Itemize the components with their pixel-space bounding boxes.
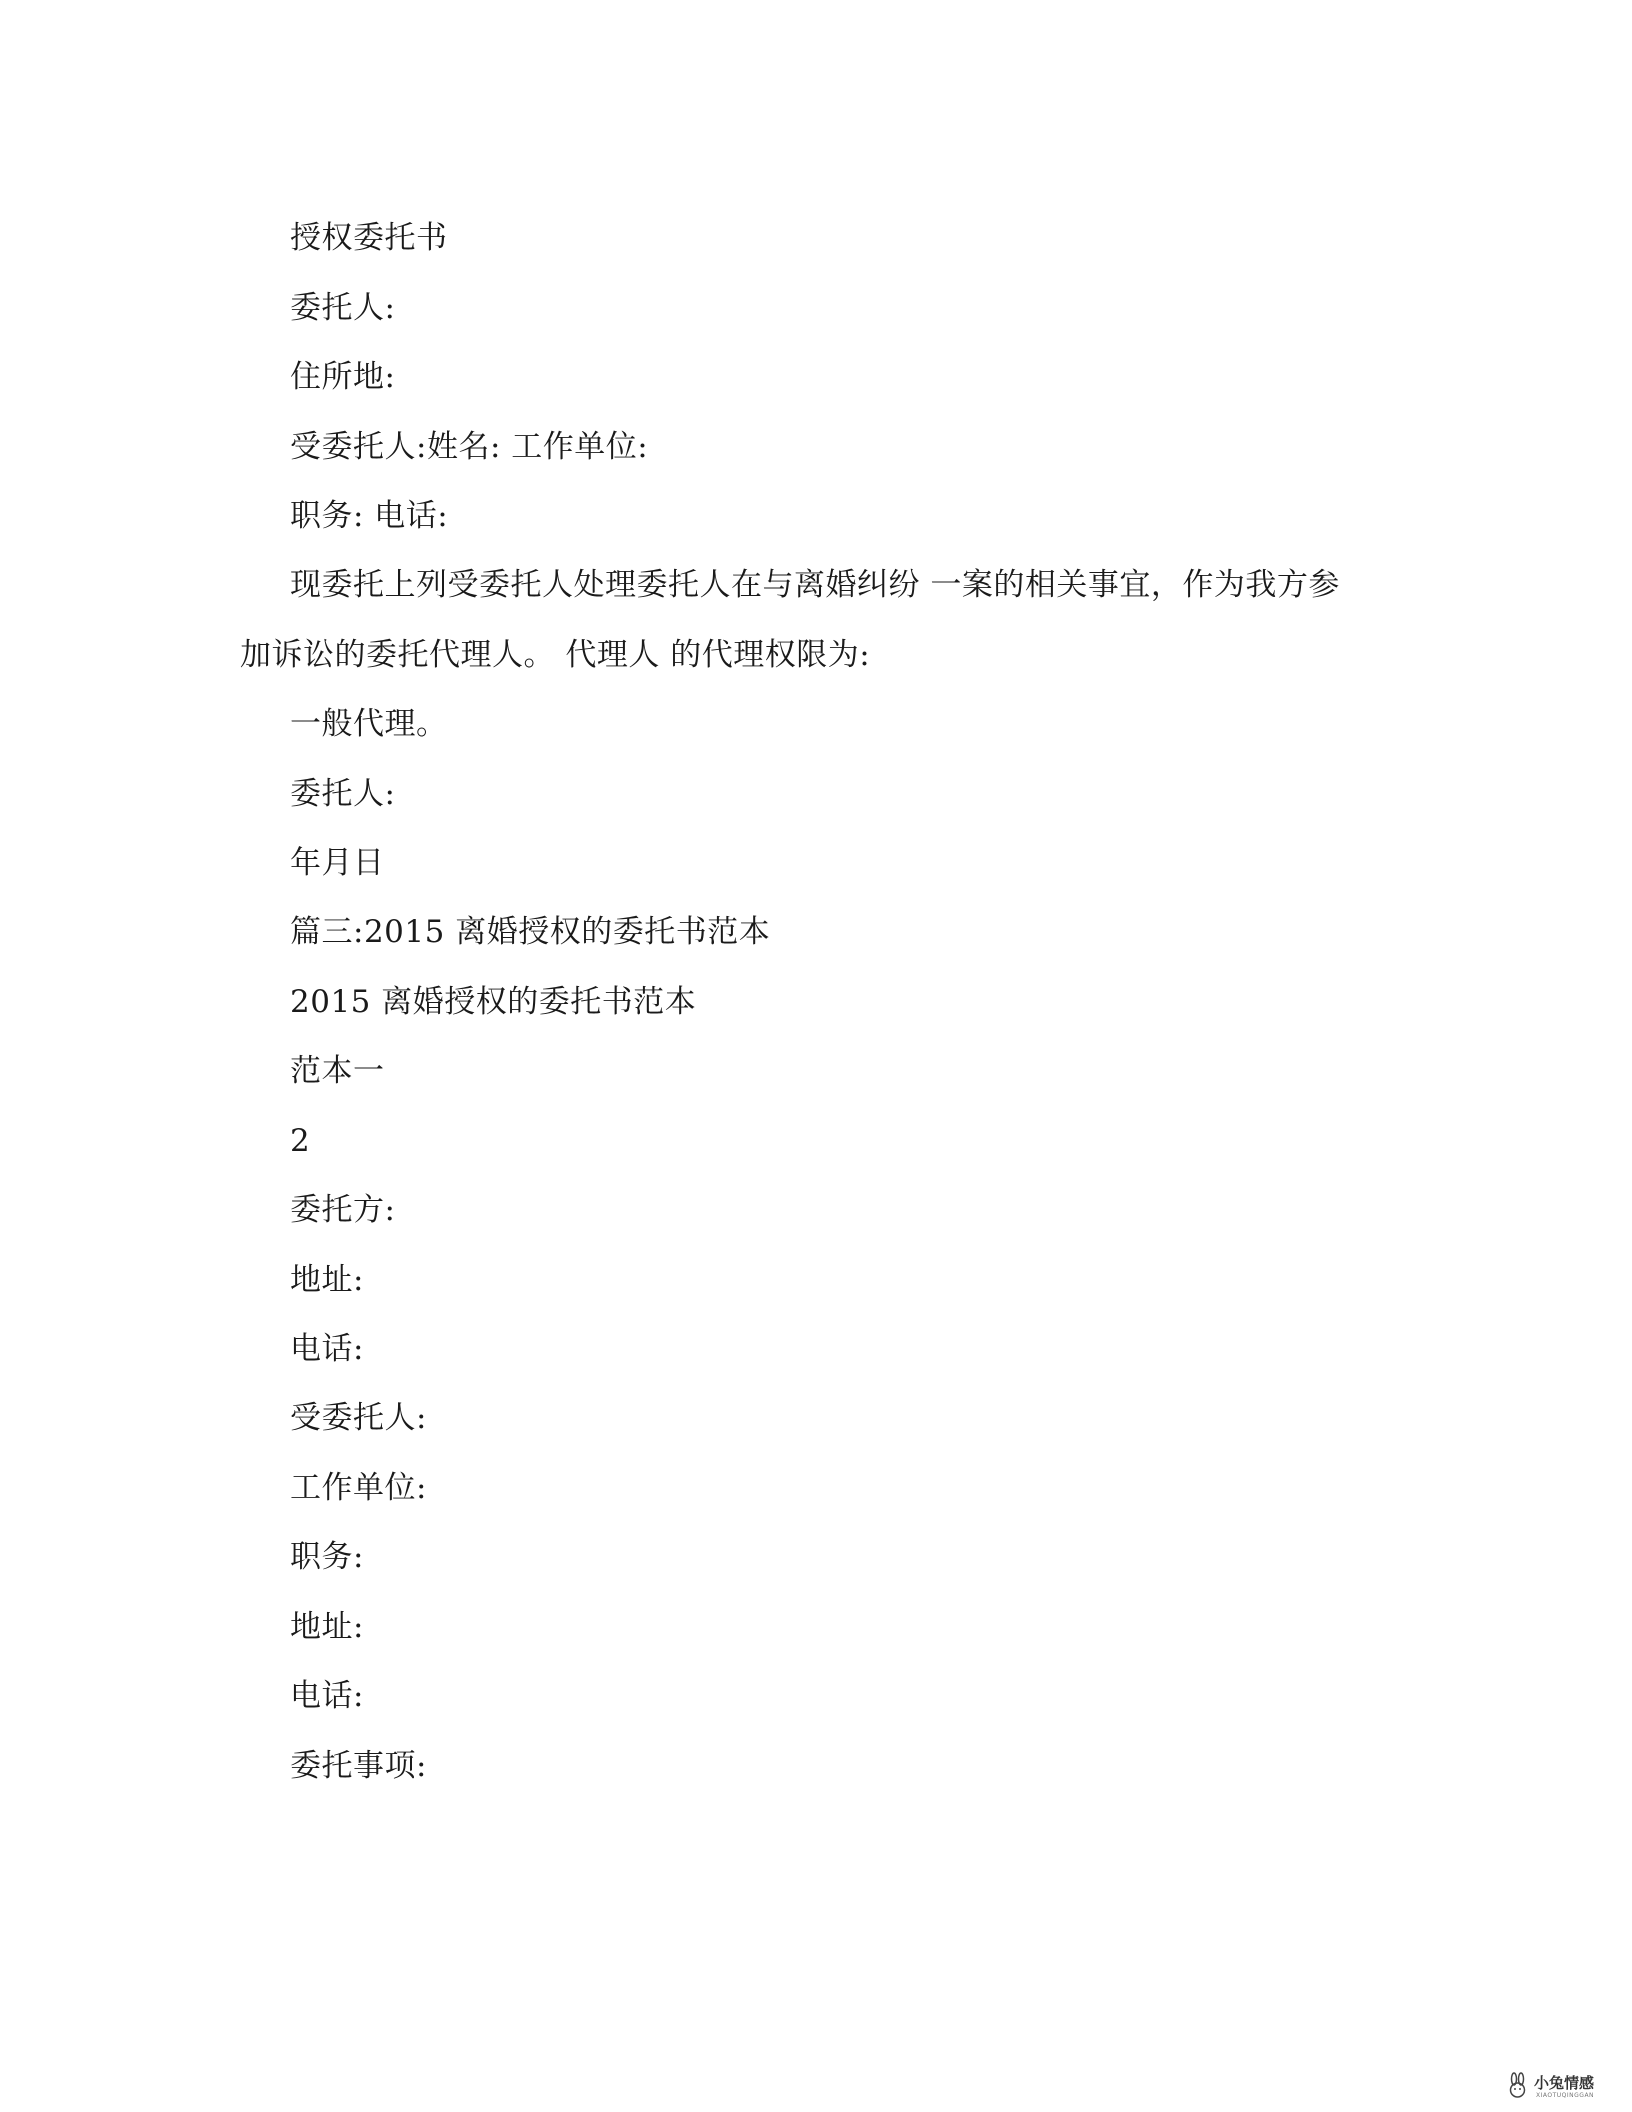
watermark [1504,2070,1614,2104]
text-line: 受委托人: [290,1400,427,1436]
text-line: 年月日 [290,845,385,881]
text-line: 委托方: [290,1192,396,1228]
section-heading: 篇三:2015 离婚授权的委托书范本 [290,914,771,950]
text-line: 加诉讼的委托代理人。 代理人 的代理权限为: [240,637,871,673]
text-line: 住所地: [290,359,396,395]
text-line: 电话: [290,1331,364,1367]
text-line: 范本一 [290,1053,385,1089]
text-line: 委托人: [290,776,396,812]
text-line: 一般代理。 [290,706,448,742]
text-line: 委托人: [290,290,396,326]
text-line: 职务: 电话: [290,498,449,534]
rabbit-logo-icon [1504,2072,1532,2100]
text-line: 现委托上列受委托人处理委托人在与离婚纠纷 一案的相关事宜，作为我方参 [290,567,1340,603]
section-title: 2015 离婚授权的委托书范本 [290,984,697,1020]
text-line: 受委托人:姓名: 工作单位: [290,429,649,465]
watermark-subtext: XIAOTUQINGGAN [1536,2092,1595,2099]
watermark-text: 小兔情感 [1534,2074,1595,2092]
text-line: 2 [290,1123,311,1159]
text-line: 工作单位: [290,1470,427,1506]
text-line: 电话: [290,1678,364,1714]
text-line: 地址: [290,1262,364,1298]
text-line: 地址: [290,1609,364,1645]
document-title: 授权委托书 [290,220,448,256]
text-line: 委托事项: [290,1748,427,1784]
text-line: 职务: [290,1539,364,1575]
